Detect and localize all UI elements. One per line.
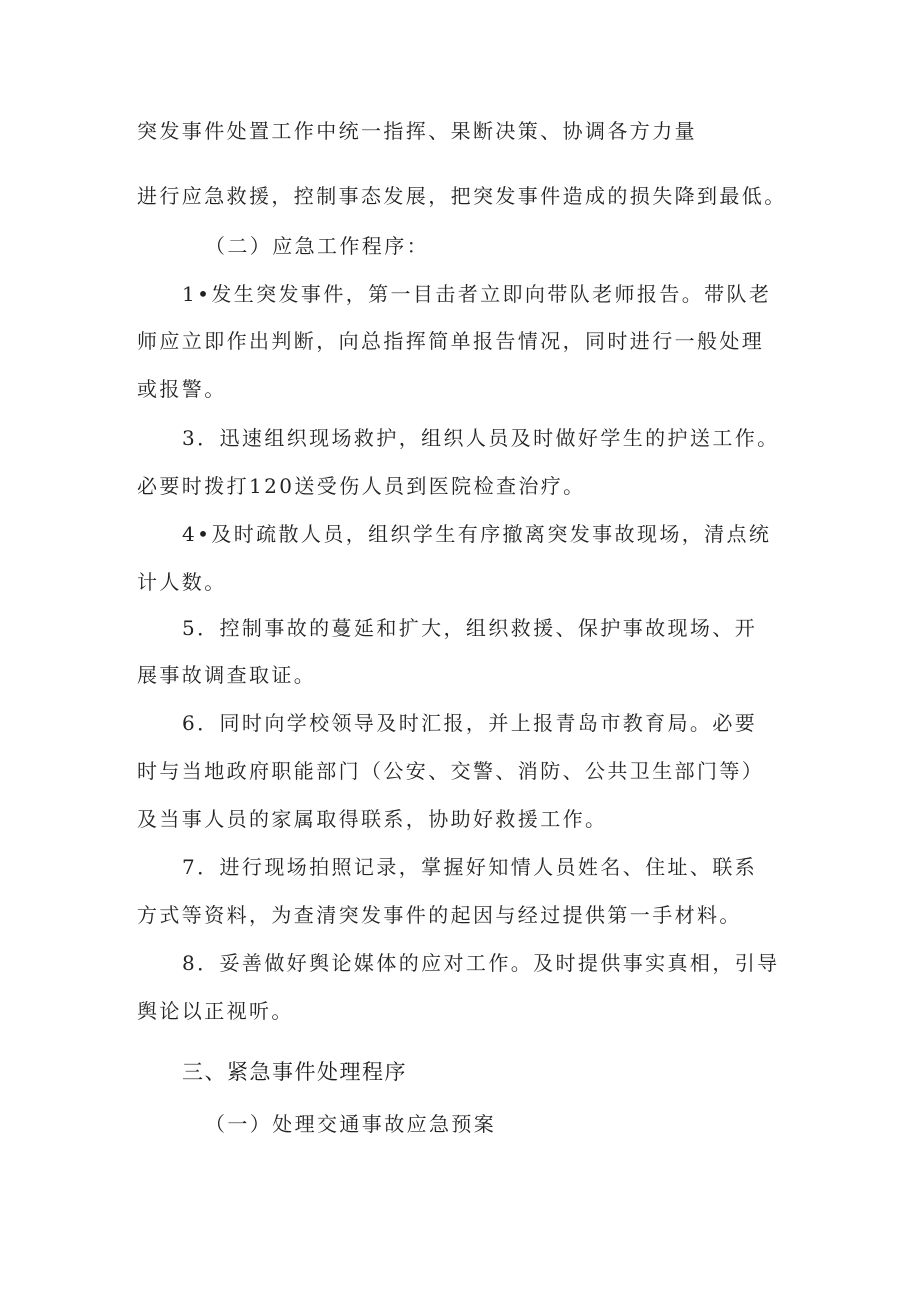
subsection-title-traffic-accident: （一）处理交通事故应急预案 (205, 1112, 497, 1136)
item-6-line-3: 及当事人员的家属取得联系，协助好救援工作。 (137, 807, 608, 831)
intro-line-1: 突发事件处置工作中统一指挥、果断决策、协调各方力量 (137, 119, 697, 143)
item-1-line-2: 师应立即作出判断，向总指挥简单报告情况，同时进行一般处理 (137, 329, 765, 353)
item-1-line-1: 1•发生突发事件，第一目击者立即向带队老师报告。带队老 (182, 282, 772, 306)
item-6-line-2: 时与当地政府职能部门（公安、交警、消防、公共卫生部门等） (137, 759, 765, 783)
item-7-line-1: 7．进行现场拍照记录，掌握好知情人员姓名、住址、联系 (182, 855, 758, 879)
item-7-line-2: 方式等资料，为查清突发事件的起因与经过提供第一手材料。 (137, 903, 742, 927)
item-3-line-1: 3．迅速组织现场救护，组织人员及时做好学生的护送工作。 (182, 426, 780, 450)
item-3-line-2: 必要时拨打120送受伤人员到医院检查治疗。 (137, 474, 586, 498)
item-6-line-1: 6．同时向学校领导及时汇报，并上报青岛市教育局。必要 (182, 711, 758, 735)
item-5-line-2: 展事故调查取证。 (137, 663, 317, 687)
item-4-line-2: 计人数。 (137, 570, 227, 594)
subsection-title-emergency-procedure: （二）应急工作程序： (205, 234, 429, 258)
section-heading-emergency-handling: 三、紧急事件处理程序 (182, 1060, 407, 1084)
item-8-line-1: 8．妥善做好舆论媒体的应对工作。及时提供事实真相，引导 (182, 951, 780, 975)
item-5-line-1: 5．控制事故的蔓延和扩大，组织救援、保护事故现场、开 (182, 616, 758, 640)
item-8-line-2: 舆论以正视听。 (137, 999, 294, 1023)
item-4-line-1: 4•及时疏散人员，组织学生有序撤离突发事故现场，清点统 (182, 522, 772, 546)
intro-line-2: 进行应急救援，控制事态发展，把突发事件造成的损失降到最低。 (137, 184, 787, 208)
item-1-line-3: 或报警。 (137, 377, 227, 401)
